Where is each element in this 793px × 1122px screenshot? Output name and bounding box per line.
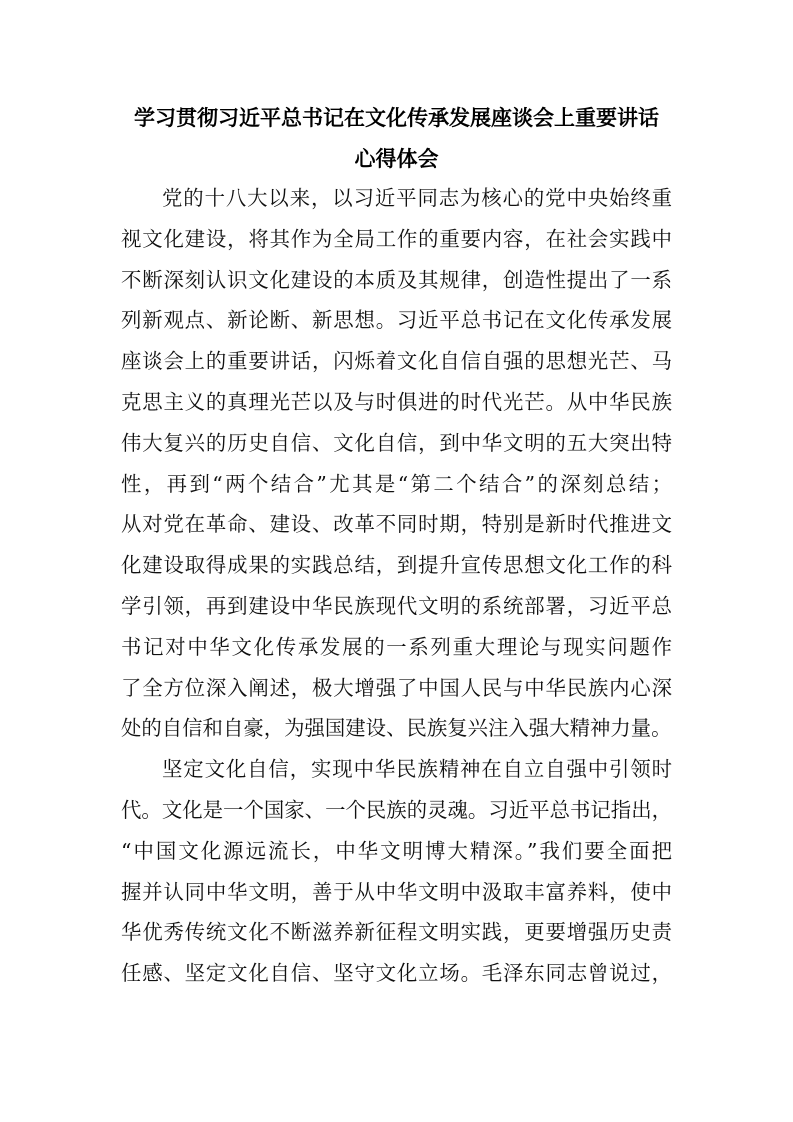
body-line: 视文化建设，将其作为全局工作的重要内容，在社会实践中 <box>121 226 672 251</box>
body-line: 性，再到“两个结合”尤其是“第二个结合”的深刻总结； <box>121 471 672 496</box>
body-line: 处的自信和自豪，为强国建设、民族复兴注入强大精神力量。 <box>121 716 672 741</box>
body-line: 党的十八大以来，以习近平同志为核心的党中央始终重 <box>162 186 672 210</box>
body-line: 握并认同中华文明，善于从中华文明中汲取丰富养料，使中 <box>121 879 672 904</box>
body-line: 不断深刻认识文化建设的本质及其规律，创造性提出了一系 <box>121 267 672 292</box>
body-line: 代。文化是一个国家、一个民族的灵魂。习近平总书记指出， <box>121 798 672 822</box>
body-line: 从对党在革命、建设、改革不同时期，特别是新时代推进文 <box>121 512 672 537</box>
body-line: “中国文化源远流长，中华文明博大精深。”我们要全面把 <box>121 838 672 863</box>
document-title-line-2: 心得体会 <box>354 147 439 171</box>
body-line: 化建设取得成果的实践总结，到提升宣传思想文化工作的科 <box>121 553 672 578</box>
body-line: 列新观点、新论断、新思想。习近平总书记在文化传承发展 <box>121 308 672 333</box>
body-line: 座谈会上的重要讲话，闪烁着文化自信自强的思想光芒、马 <box>121 349 672 374</box>
body-line: 学引领，再到建设中华民族现代文明的系统部署，习近平总 <box>121 594 672 618</box>
document-title-line-1: 学习贯彻习近平总书记在文化传承发展座谈会上重要讲话 <box>134 106 659 130</box>
body-line: 伟大复兴的历史自信、文化自信，到中华文明的五大突出特 <box>121 430 672 455</box>
body-line: 书记对中华文化传承发展的一系列重大理论与现实问题作 <box>121 634 672 659</box>
body-line: 华优秀传统文化不断滋养新征程文明实践，更要增强历史责 <box>121 920 672 945</box>
body-line: 任感、坚定文化自信、坚守文化立场。毛泽东同志曾说过， <box>121 961 672 986</box>
body-line: 了全方位深入阐述，极大增强了中国人民与中华民族内心深 <box>121 675 672 700</box>
body-line: 坚定文化自信，实现中华民族精神在自立自强中引领时 <box>162 757 672 782</box>
body-line: 克思主义的真理光芒以及与时俱进的时代光芒。从中华民族 <box>121 390 672 414</box>
